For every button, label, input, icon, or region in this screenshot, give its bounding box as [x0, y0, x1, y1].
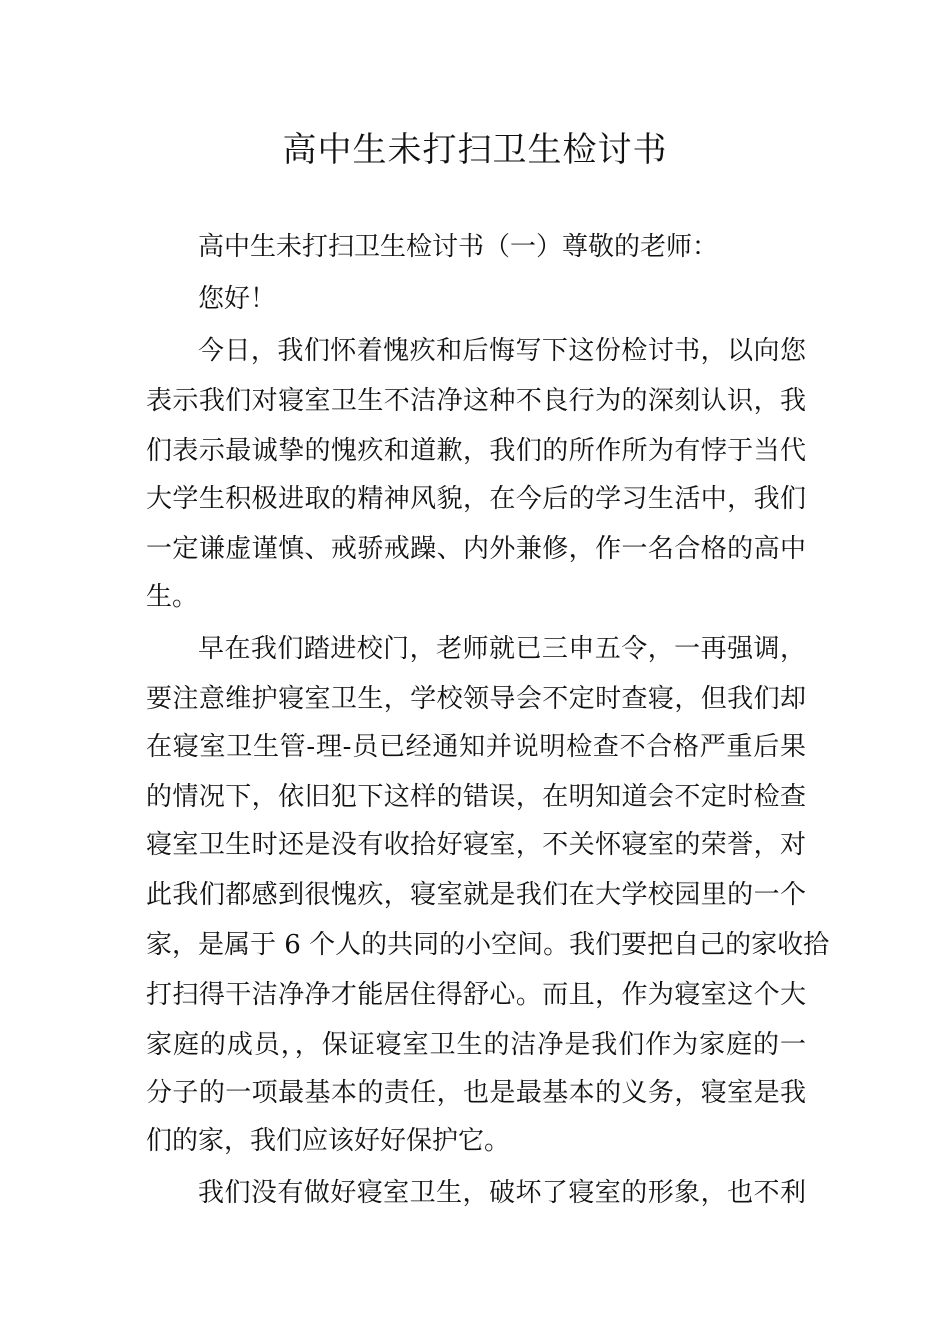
paragraph-line: 们表示最诚挚的愧疚和道歉，我们的所作所为有悖于当代	[146, 436, 806, 466]
paragraph-line: 们的家，我们应该好好保护它。	[146, 1126, 511, 1156]
paragraph-line: 此我们都感到很愧疚，寝室就是我们在大学校园里的一个	[146, 880, 806, 910]
document-title: 高中生未打扫卫生检讨书	[282, 130, 668, 170]
paragraph-line: 我们没有做好寝室卫生，破坏了寝室的形象，也不利	[198, 1178, 806, 1208]
paragraph-line: 寝室卫生时还是没有收拾好寝室，不关怀寝室的荣誉，对	[146, 830, 806, 860]
paragraph-line: 分子的一项最基本的责任，也是最基本的义务，寝室是我	[146, 1078, 806, 1108]
paragraph-line: 大学生积极进取的精神风貌，在今后的学习生活中，我们	[146, 484, 806, 514]
paragraph-line: 生。	[146, 582, 199, 612]
paragraph-line: 打扫得干洁净净才能居住得舒心。而且，作为寝室这个大	[146, 980, 806, 1010]
paragraph-line: 表示我们对寝室卫生不洁净这种不良行为的深刻认识，我	[146, 386, 806, 416]
paragraph-line: 家庭的成员，，保证寝室卫生的洁净是我们作为家庭的一	[146, 1030, 806, 1060]
salutation-line: 您好！	[198, 284, 277, 314]
paragraph-line: 要注意维护寝室卫生，学校领导会不定时查寝，但我们却	[146, 684, 806, 714]
paragraph-line: 的情况下，依旧犯下这样的错误，在明知道会不定时检查	[146, 782, 806, 812]
paragraph-line: 在寝室卫生管-理-员已经通知并说明检查不合格严重后果	[146, 732, 806, 762]
greeting-line: 高中生未打扫卫生检讨书（一）尊敬的老师：	[198, 232, 719, 262]
paragraph-line: 早在我们踏进校门，老师就已三申五令，一再强调，	[198, 634, 806, 664]
paragraph-line: 家，是属于 6 个人的共同的小空间。我们要把自己的家收拾	[146, 930, 830, 960]
paragraph-line: 今日，我们怀着愧疚和后悔写下这份检讨书，以向您	[198, 336, 806, 366]
paragraph-line: 一定谦虚谨慎、戒骄戒躁、内外兼修，作一名合格的高中	[146, 534, 806, 564]
